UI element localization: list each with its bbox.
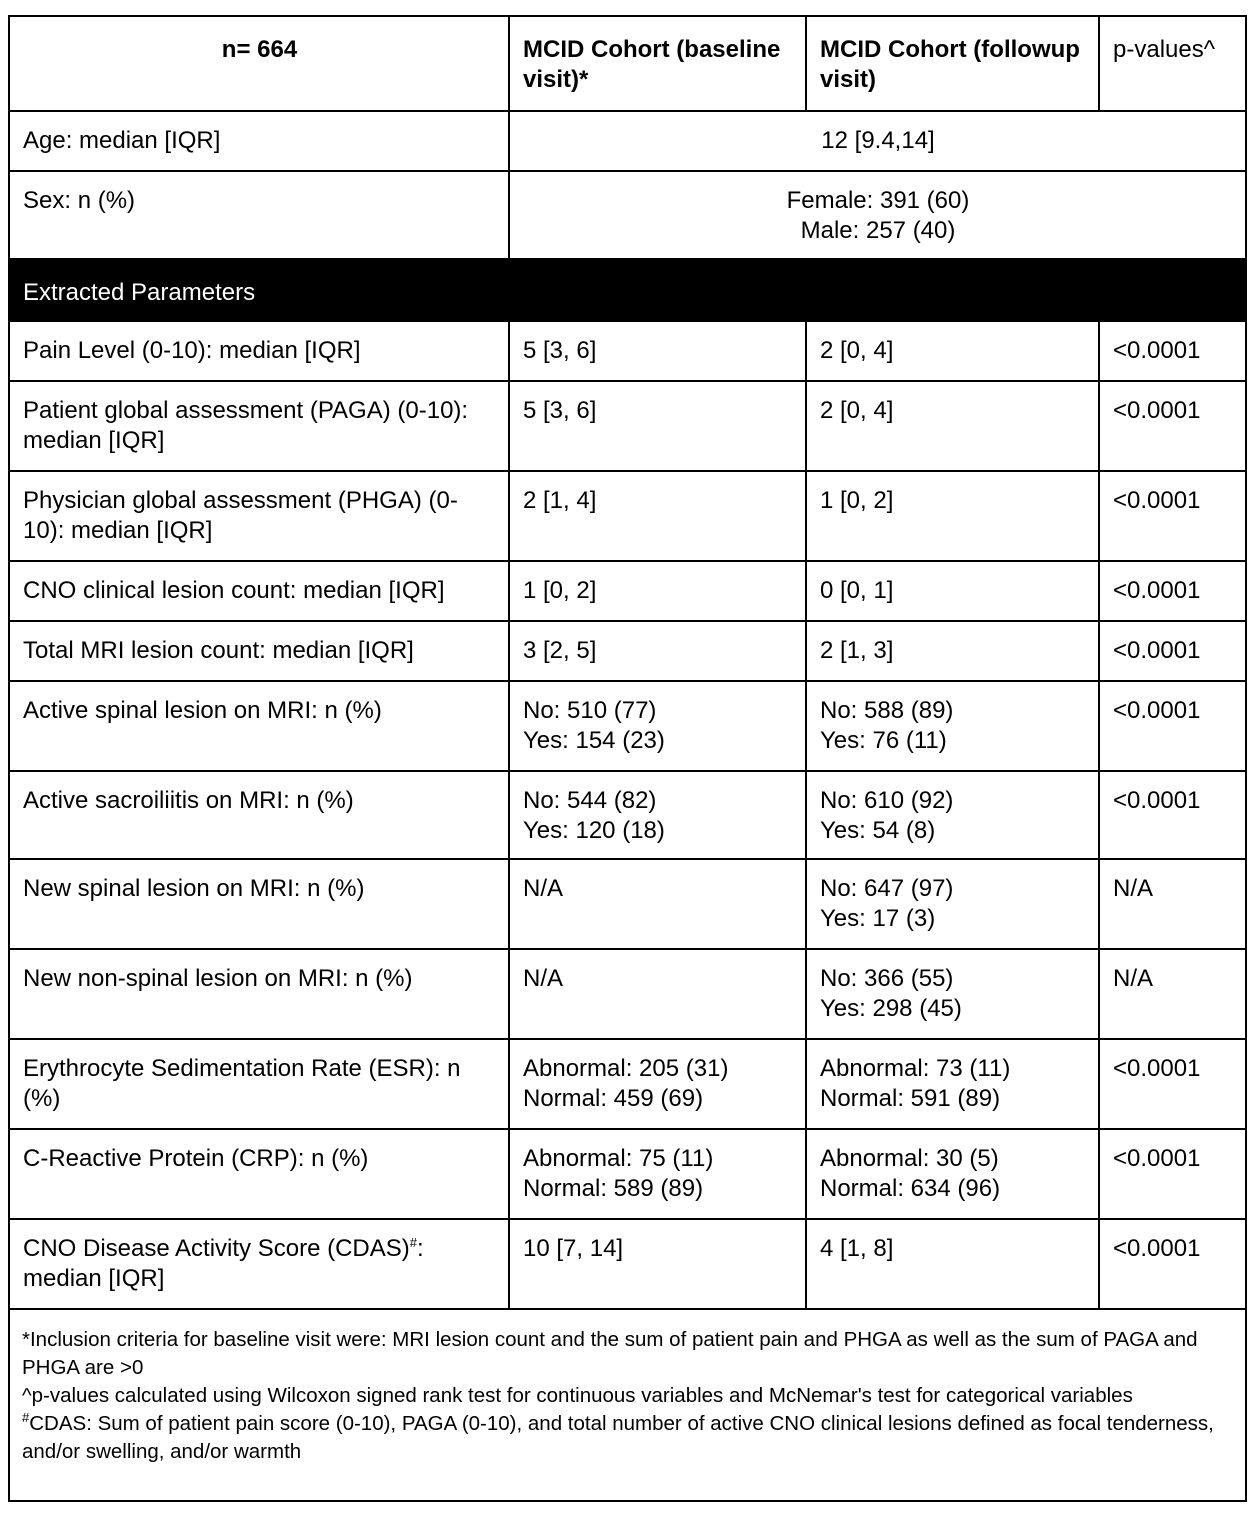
row-baseline-value <box>509 561 806 621</box>
table-row <box>9 381 1246 471</box>
baseline-value-line: 5 [3, 6] <box>523 337 597 364</box>
followup-value-line: Yes: 54 (8) <box>820 817 936 844</box>
baseline-value-line: Yes: 154 (23) <box>523 727 665 754</box>
baseline-value-line: Yes: 120 (18) <box>523 817 665 844</box>
header-followup: MCID Cohort (followup visit) <box>806 16 1099 111</box>
followup-value-line: No: 366 (55) <box>820 965 954 992</box>
baseline-value-line: 2 [1, 4] <box>523 487 597 514</box>
row-followup-value <box>806 321 1099 381</box>
row-baseline-value <box>509 1129 806 1219</box>
followup-value-line: Normal: 634 (96) <box>820 1175 1001 1202</box>
footnotes <box>9 1309 1246 1501</box>
baseline-value-line: 5 [3, 6] <box>523 397 597 424</box>
row-baseline-value <box>509 859 806 949</box>
followup-value-line: Yes: 298 (45) <box>820 995 962 1022</box>
baseline-value-line: Abnormal: 205 (31) <box>523 1055 729 1082</box>
section-cell <box>1099 259 1246 321</box>
baseline-value-line: Abnormal: 75 (11) <box>523 1145 714 1172</box>
row-label <box>9 771 509 859</box>
footnote-marker: # <box>22 1410 30 1426</box>
footnote-marker: # <box>409 1235 417 1250</box>
table-row <box>9 321 1246 381</box>
row-followup-value <box>806 859 1099 949</box>
footnote-cdas-text: CDAS: Sum of patient pain score (0-10), PAGA (0-10), and total number of active CNO clinical lesions defined as focal tenderness, and/or swelling, and/or warmth <box>22 1412 1214 1463</box>
row-label <box>9 381 509 471</box>
row-baseline-value <box>509 1219 806 1309</box>
row-followup-value <box>806 621 1099 681</box>
row-baseline-value <box>509 771 806 859</box>
row-label <box>9 1039 509 1129</box>
row-pvalue: <0.0001 <box>1099 681 1246 771</box>
row-label-suffix: : median [IQR] <box>23 1235 424 1292</box>
row-pvalue: N/A <box>1099 859 1246 949</box>
sex-label: Sex: n (%) <box>9 171 509 259</box>
header-pvalues: p-values^ <box>1099 16 1246 111</box>
row-label <box>9 1129 509 1219</box>
cohort-table <box>8 15 1247 1502</box>
table-row <box>9 1039 1246 1129</box>
row-pvalue: <0.0001 <box>1099 1219 1246 1309</box>
age-value: 12 [9.4,14] <box>509 111 1246 171</box>
row-followup-value <box>806 949 1099 1039</box>
row-pvalue: <0.0001 <box>1099 1039 1246 1129</box>
row-label-text: CNO clinical lesion count: median [IQR] <box>23 577 445 604</box>
age-row <box>9 111 1246 171</box>
baseline-value-line: No: 510 (77) <box>523 697 657 724</box>
footnote-pvalues: ^p-values calculated using Wilcoxon signed rank test for continuous variables and McNemar's test for categorical variables <box>22 1384 1133 1407</box>
followup-value-line: 2 [0, 4] <box>820 397 894 424</box>
footnote-row <box>9 1309 1246 1501</box>
followup-value-line: 2 [0, 4] <box>820 337 894 364</box>
footnote-inclusion: *Inclusion criteria for baseline visit were: MRI lesion count and the sum of patient pain and PHGA as well as the sum of PAGA and PHGA are >0 <box>22 1328 1198 1379</box>
row-followup-value <box>806 681 1099 771</box>
table-row <box>9 561 1246 621</box>
table-row <box>9 1219 1246 1309</box>
row-followup-value <box>806 471 1099 561</box>
header-baseline: MCID Cohort (baseline visit)* <box>509 16 806 111</box>
baseline-value-line: No: 544 (82) <box>523 787 657 814</box>
section-title: Extracted Parameters <box>9 259 509 321</box>
baseline-value-line: Normal: 459 (69) <box>523 1085 704 1112</box>
row-pvalue: <0.0001 <box>1099 621 1246 681</box>
followup-value-line: Yes: 17 (3) <box>820 905 936 932</box>
followup-value-line: 4 [1, 8] <box>820 1235 894 1262</box>
table-row <box>9 1129 1246 1219</box>
followup-value-line: 2 [1, 3] <box>820 637 894 664</box>
row-pvalue: <0.0001 <box>1099 771 1246 859</box>
sex-row <box>9 171 1246 259</box>
sex-value <box>509 171 1246 259</box>
table-row <box>9 771 1246 859</box>
section-cell <box>806 259 1099 321</box>
sex-female: Female: 391 (60) <box>786 187 970 214</box>
footnote-cdas <box>22 1410 1233 1466</box>
row-label-text: Active spinal lesion on MRI: n (%) <box>23 697 382 724</box>
row-label-text: New non-spinal lesion on MRI: n (%) <box>23 965 413 992</box>
table-row <box>9 471 1246 561</box>
followup-value-line: 1 [0, 2] <box>820 487 894 514</box>
table-row <box>9 859 1246 949</box>
table-row <box>9 621 1246 681</box>
row-baseline-value <box>509 321 806 381</box>
sex-male: Male: 257 (40) <box>800 217 956 244</box>
table-row <box>9 949 1246 1039</box>
row-followup-value <box>806 1129 1099 1219</box>
baseline-value-line: 10 [7, 14] <box>523 1235 624 1262</box>
row-label <box>9 859 509 949</box>
row-baseline-value <box>509 949 806 1039</box>
row-label <box>9 321 509 381</box>
row-label <box>9 949 509 1039</box>
baseline-value-line: N/A <box>523 875 564 902</box>
row-label-text: Pain Level (0-10): median [IQR] <box>23 337 361 364</box>
baseline-value-line: 1 [0, 2] <box>523 577 597 604</box>
row-pvalue: N/A <box>1099 949 1246 1039</box>
followup-value-line: Yes: 76 (11) <box>820 727 947 754</box>
row-followup-value <box>806 771 1099 859</box>
followup-value-line: 0 [0, 1] <box>820 577 894 604</box>
table-row <box>9 681 1246 771</box>
section-row <box>9 259 1246 321</box>
followup-value-line: No: 647 (97) <box>820 875 954 902</box>
row-baseline-value <box>509 621 806 681</box>
header-n: n= 664 <box>9 16 509 111</box>
row-label <box>9 471 509 561</box>
row-baseline-value <box>509 471 806 561</box>
row-pvalue: <0.0001 <box>1099 561 1246 621</box>
row-pvalue: <0.0001 <box>1099 321 1246 381</box>
row-label <box>9 561 509 621</box>
row-label-text: Erythrocyte Sedimentation Rate (ESR): n (%) <box>23 1055 461 1112</box>
row-followup-value <box>806 1039 1099 1129</box>
row-label-text: Total MRI lesion count: median [IQR] <box>23 637 414 664</box>
baseline-value-line: Normal: 589 (89) <box>523 1175 704 1202</box>
section-cell <box>509 259 806 321</box>
row-label <box>9 1219 509 1309</box>
age-label: Age: median [IQR] <box>9 111 509 171</box>
row-pvalue: <0.0001 <box>1099 1129 1246 1219</box>
row-pvalue: <0.0001 <box>1099 381 1246 471</box>
row-label-text: Physician global assessment (PHGA) (0-10): median [IQR] <box>23 487 458 544</box>
row-pvalue: <0.0001 <box>1099 471 1246 561</box>
row-label-text: Patient global assessment (PAGA) (0-10): median [IQR] <box>23 397 469 454</box>
row-label-text: New spinal lesion on MRI: n (%) <box>23 875 365 902</box>
followup-value-line: Normal: 591 (89) <box>820 1085 1001 1112</box>
followup-value-line: Abnormal: 30 (5) <box>820 1145 999 1172</box>
followup-value-line: Abnormal: 73 (11) <box>820 1055 1011 1082</box>
row-label <box>9 621 509 681</box>
row-baseline-value <box>509 381 806 471</box>
row-followup-value <box>806 381 1099 471</box>
row-label-text: Active sacroiliitis on MRI: n (%) <box>23 787 354 814</box>
header-row <box>9 16 1246 111</box>
followup-value-line: No: 610 (92) <box>820 787 954 814</box>
baseline-value-line: 3 [2, 5] <box>523 637 597 664</box>
followup-value-line: No: 588 (89) <box>820 697 954 724</box>
row-baseline-value <box>509 681 806 771</box>
row-baseline-value <box>509 1039 806 1129</box>
baseline-value-line: N/A <box>523 965 564 992</box>
row-label-text: C-Reactive Protein (CRP): n (%) <box>23 1145 369 1172</box>
row-label <box>9 681 509 771</box>
row-followup-value <box>806 1219 1099 1309</box>
row-label-text: CNO Disease Activity Score (CDAS) <box>23 1235 410 1262</box>
row-followup-value <box>806 561 1099 621</box>
